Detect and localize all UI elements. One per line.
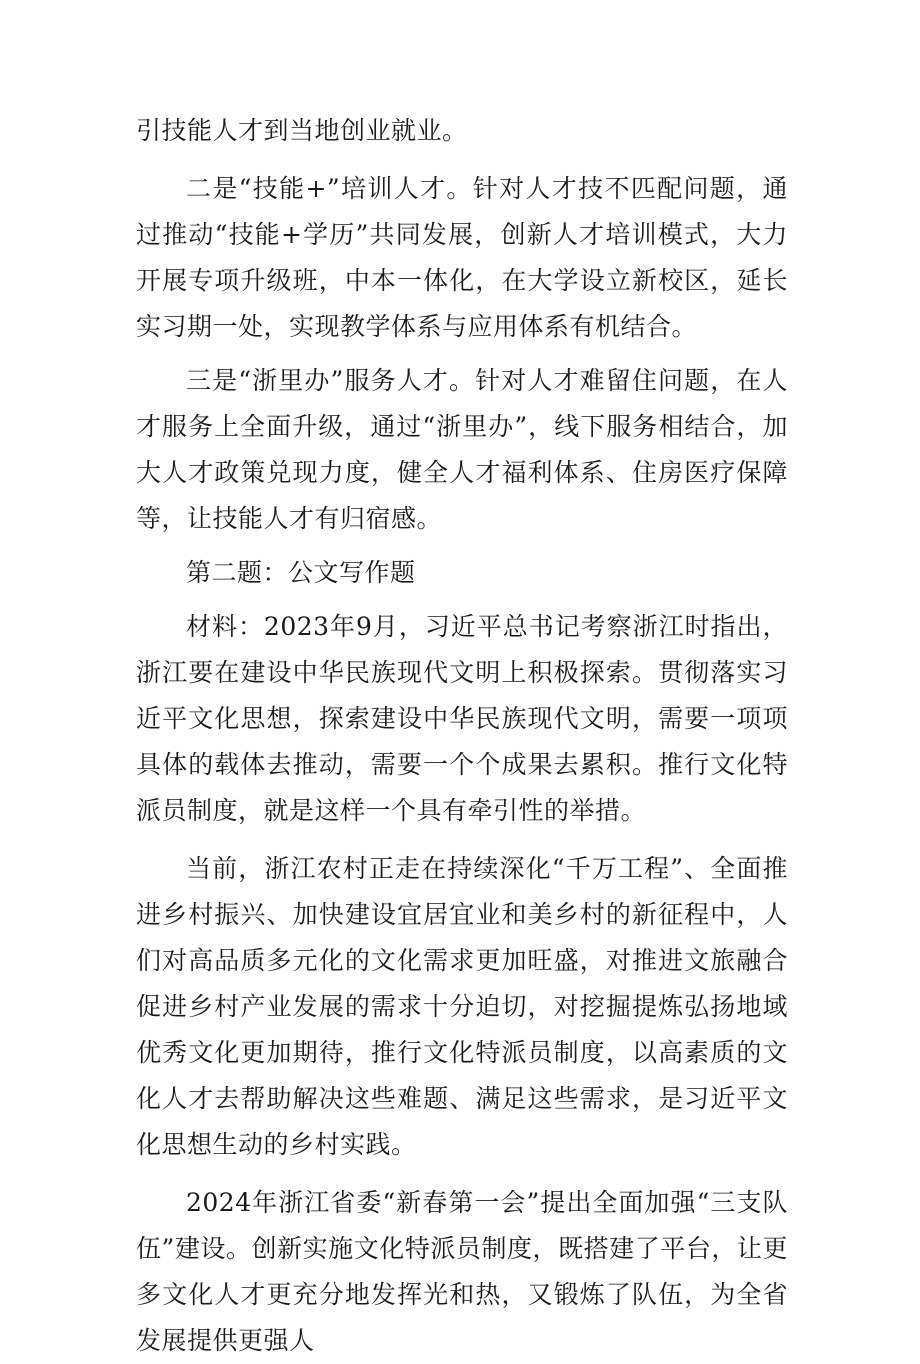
- paragraph-material: 材料：2023年9月，习近平总书记考察浙江时指出，浙江要在建设中华民族现代文明上积极探索。贯彻落实习近平文化思想，探索建设中华民族现代文明，需要一项项具体的载体去推动，需要一个个成果去累积。推行文化特派员制度，就是这样一个具有牵引性的举措。: [136, 612, 788, 825]
- paragraph-continuation: 引技能人才到当地创业就业。: [136, 116, 468, 145]
- paragraph-zhelibang-service: 三是“浙里办”服务人才。针对人才难留住问题，在人才服务上全面升级，通过“浙里办”，线下服务相结合，加大人才政策兑现力度，健全人才福利体系、住房医疗保障等，让技能人才有归宿感。: [136, 366, 788, 533]
- paragraph-2024-meeting: 2024年浙江省委“新春第一会”提出全面加强“三支队伍”建设。创新实施文化特派员制度，既搭建了平台，让更多文化人才更充分地发挥光和热，又锻炼了队伍，为全省发展提供更强人: [136, 1188, 788, 1355]
- document-body: [136, 108, 788, 1364]
- paragraph-skills-training: 二是“技能+”培训人才。针对人才技不匹配问题，通过推动“技能+学历”共同发展，创新人才培训模式，大力开展专项升级班，中本一体化，在大学设立新校区，延长实习期一处，实现教学体系与应用体系有机结合。: [136, 174, 788, 341]
- section-heading-question-two: 第二题：公文写作题: [186, 558, 416, 587]
- paragraph-current-situation: 当前，浙江农村正走在持续深化“千万工程”、全面推进乡村振兴、加快建设宜居宜业和美乡村的新征程中，人们对高品质多元化的文化需求更加旺盛，对推进文旅融合促进乡村产业发展的需求十分迫切，对挖掘提炼弘扬地域优秀文化更加期待，推行文化特派员制度，以高素质的文化人才去帮助解决这些难题、满足这些需求，是习近平文化思想生动的乡村实践。: [136, 854, 788, 1159]
